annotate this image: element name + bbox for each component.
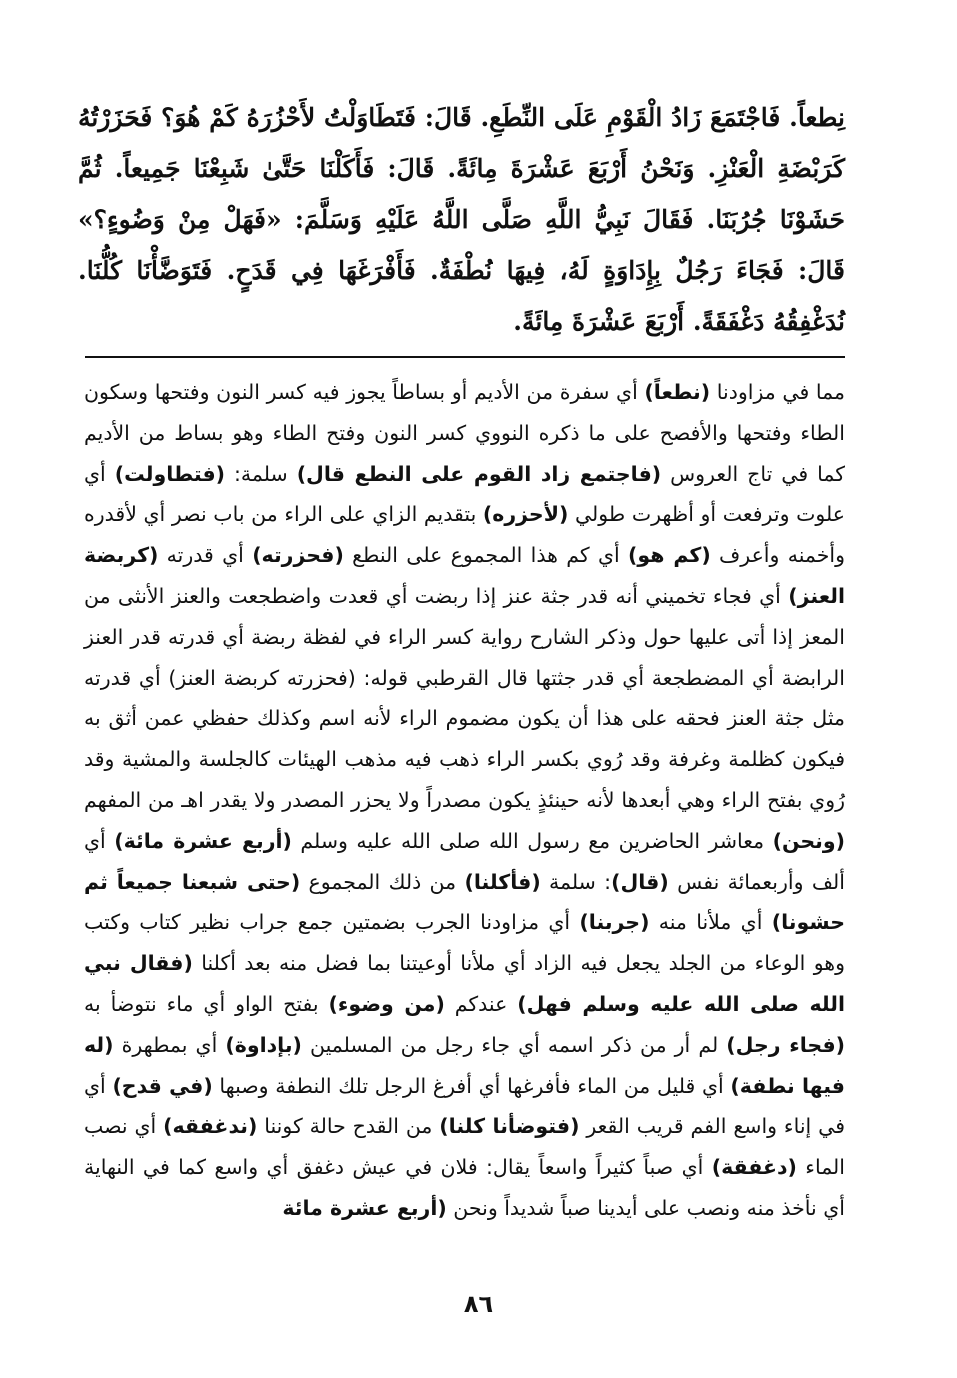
commentary-segment: أي علوت وترفعت أو أظهرت طولي (84, 461, 845, 527)
quoted-phrase: (فتطاولت) (114, 461, 226, 486)
commentary-segment: أي بمطهرة (113, 1032, 226, 1057)
commentary-segment: عندكم (444, 991, 518, 1016)
commentary-segment: من ذلك المجموع (300, 869, 465, 894)
quoted-phrase: (أربع عشرة مائة) (114, 828, 292, 853)
commentary-segment: أي قليل من الماء فأفرغها أي أفرغ الرجل تلك النطفة وصبها (212, 1073, 731, 1098)
quoted-phrase: (حتى شبعنا جميعاً ثم حشونا) (84, 869, 845, 935)
commentary-segment: أي في إناء واسع الفم قريب القعر (84, 1073, 845, 1139)
quoted-phrase: (فأكلنا) (464, 869, 541, 894)
quoted-phrase: (لأحزره) (482, 502, 569, 527)
commentary-segment: : سلمة (540, 869, 612, 894)
quoted-phrase: (نطعاً) (644, 380, 711, 404)
commentary-segment: أي ألف وأربعمائة نفس (84, 828, 845, 894)
hadith-text: نِطعاً. فَاجْتَمَعَ زَادُ الْقَوْمِ عَلَى النِّطَعِ. قَالَ: فَتَطَاوَلْتُ لأَحْزُرَهُ كَمْ هُوَ؟ فَحَزَرْتُهُ كَرَبْضَةِ الْعَنْزِ. وَنَحْنُ أَرْبَعَ عَشْرَةَ مِائَةً. قَالَ: فَأَكَلْنَا حَتَّىٰ شَبِعْنَا جَمِيعاً. ثُمَّ حَشَوْنَا جُرُبَنَا. فَقَالَ نَبِيُّ اللَّهِ صَلَّى اللَّهُ عَلَيْهِ وَسَلَّمَ: «فَهَلْ مِنْ وَضُوءٍ؟» قَالَ: فَجَاءَ رَجُلٌ بِإِدَاوَةٍ لَهُ، فِيهَا نُطْفَةٌ. فَأَفْرَغَهَا فِي قَدَحٍ. فَتَوَضَّأْنَا كُلُّنَا. نُدَغْفِقُهُ دَغْفَقَةً. أَرْبَعَ عَشْرَةَ مِائَةً. (78, 103, 845, 336)
quoted-phrase: (له فيها نطفة) (84, 1032, 845, 1098)
commentary-segment: أي صباً كثيراً واسعاً يقال: فلان في عيش دغفق أي واسع كما في النهاية أي نأخذ منه ونصب على أيدينا صباً شديداً ونحن (84, 1155, 845, 1220)
quoted-phrase: (كربضة العنز) (84, 543, 845, 608)
footnote-divider (85, 356, 845, 358)
quoted-phrase: (من وضوء) (328, 991, 445, 1016)
quoted-phrase: (فجاء رجل) (726, 1032, 845, 1057)
commentary-segment: أي كم هذا المجموع على النطع (343, 543, 628, 568)
commentary-segment: لم أر من ذكر اسمه أي جاء رجل من المسلمين (301, 1032, 727, 1057)
quoted-phrase: (أربع عشرة مائة (282, 1195, 447, 1220)
quoted-phrase: (فحزرته) (252, 543, 344, 568)
quoted-phrase: (بإداوة) (225, 1032, 302, 1057)
commentary-segment: بفتح الواو أي ماء نتوضأ به (84, 991, 329, 1016)
quoted-phrase: (دغفقة) (711, 1155, 797, 1180)
commentary-segment: سلمة: (225, 461, 297, 486)
quoted-phrase: (جربنا) (579, 910, 650, 935)
quoted-phrase: (ونحن) (772, 828, 845, 853)
commentary-segment: أي نصب الماء (84, 1114, 845, 1180)
quoted-phrase: (فاجتمع زاد القوم على النطع قال) (296, 461, 662, 486)
commentary-segment: معاشر الحاضرين مع رسول الله صلى الله عليه وسلم (291, 828, 773, 853)
page-number: ٨٦ (463, 1290, 494, 1318)
commentary-segment: أي فجاء تخميني أنه قدر جثة عنز إذا ربضت أي قعدت واضطجعت والعنز الأنثى من المعز إذا أتى عليها حول وذكر الشارح رواية كسر الراء في لفظة ربضة أي قدرته قدر العنز الرابضة أي المضطجعة أي قدر جثتها قال القرطبي قوله: (فحزرته كربضة العنز) أي قدرته مثل جثة العنز فحقه على هذا أن يكون مضموم الراء لأنه اسم وكذلك حفظي عمن أثق به فيكون كظلمة وغرفة وقد رُوي بكسر الراء ذهب فيه مذهب الهيئات كالجلسة والمشية وقد رُوي بفتح الراء وهي أبعدها لأنه حينئذٍ يكون مصدراً ولا يحزر المصدر ولا يقدر اهـ من المفهم (84, 583, 845, 812)
quoted-phrase: (كم هو) (627, 543, 711, 568)
commentary-segment: أي مزاودنا الجرب بضمتين جمع جراب نظير كتاب وكتب وهو الوعاء من الجلد يجعل فيه الزاد أي ملأنا أوعيتنا بما فضل منه بعد أكلنا (84, 910, 845, 976)
quoted-phrase: (قال) (611, 869, 669, 894)
quoted-phrase: (فتوضأنا كلنا) (439, 1114, 580, 1139)
commentary-segment: مما في مزاودنا (710, 380, 845, 404)
quoted-phrase: (فقال نبي الله صلى الله عليه وسلم فهل) (84, 951, 845, 1016)
commentary-segment: أي سفرة من الأديم أو بساطاً يجوز فيه كسر النون وفتحها وسكون الطاء وفتحها والأفصح على ما ذكره النووي كسر النون وفتح الطاء وهو بساط من الأديم كما في تاج العروس (84, 380, 845, 486)
commentary-segment: أي ملأنا منه (649, 910, 772, 935)
commentary-segment: أي قدرته (158, 543, 253, 568)
quoted-phrase: (ندغفقه) (163, 1114, 258, 1139)
commentary-segment: من القدح حالة كوننا (257, 1114, 440, 1139)
commentary-text (84, 372, 845, 1229)
commentary-segment: بتقديم الزاي على الراء من باب نصر أي لأقدره وأخمنه وأعرف (84, 502, 846, 568)
quoted-phrase: (في قدح) (112, 1073, 213, 1098)
